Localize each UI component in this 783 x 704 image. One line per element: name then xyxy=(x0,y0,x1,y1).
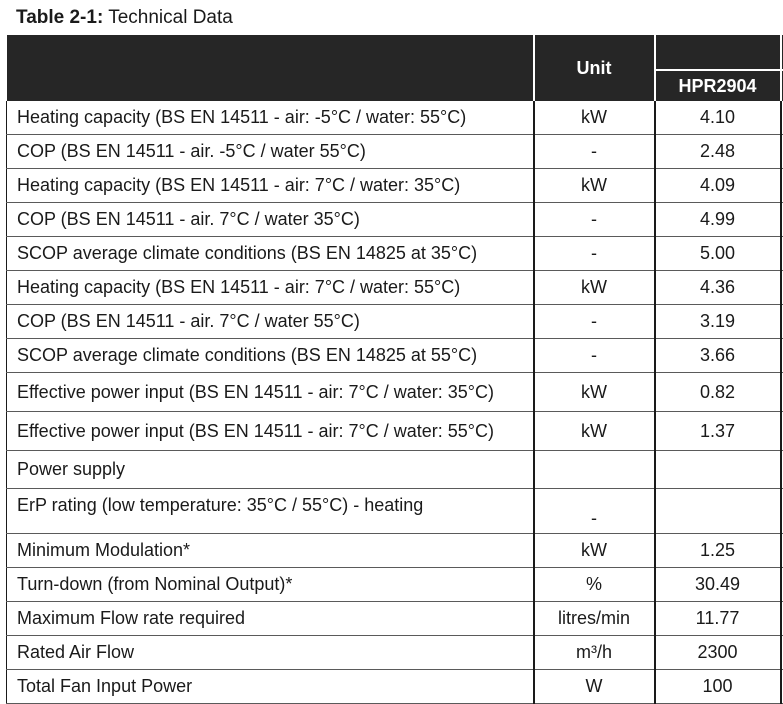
value-cell: 1.37 xyxy=(655,412,781,451)
unit-cell: m³/h xyxy=(534,636,655,670)
parameter-cell: COP (BS EN 14511 - air. 7°C / water 55°C) xyxy=(7,305,534,339)
value-cell: 3.19 xyxy=(655,305,781,339)
unit-cell: kW xyxy=(534,101,655,135)
unit-cell: - xyxy=(534,305,655,339)
parameter-cell: COP (BS EN 14511 - air. -5°C / water 55°C) xyxy=(7,135,534,169)
model-group-header xyxy=(655,35,781,70)
table-title: Technical Data xyxy=(108,7,233,28)
parameter-cell: Heating capacity (BS EN 14511 - air: 7°C / water: 55°C) xyxy=(7,271,534,305)
table-row xyxy=(7,670,783,704)
parameter-cell: Effective power input (BS EN 14511 - air: 7°C / water: 35°C) xyxy=(7,373,534,412)
parameter-cell: Heating capacity (BS EN 14511 - air: -5°C / water: 55°C) xyxy=(7,101,534,135)
unit-cell: - xyxy=(534,237,655,271)
unit-cell: - xyxy=(534,489,655,534)
value-cell: 100 xyxy=(655,670,781,704)
value-cell: 1.25 xyxy=(655,534,781,568)
unit-cell: litres/min xyxy=(534,602,655,636)
parameter-cell: Maximum Flow rate required xyxy=(7,602,534,636)
table-caption xyxy=(16,6,233,30)
table-row xyxy=(7,534,783,568)
parameter-cell: Heating capacity (BS EN 14511 - air: 7°C / water: 35°C) xyxy=(7,169,534,203)
parameter-cell: COP (BS EN 14511 - air. 7°C / water 35°C) xyxy=(7,203,534,237)
parameter-cell: Power supply xyxy=(7,451,534,489)
table-row xyxy=(7,451,783,489)
unit-cell: - xyxy=(534,135,655,169)
parameter-cell: Effective power input (BS EN 14511 - air: 7°C / water: 55°C) xyxy=(7,412,534,451)
unit-cell: kW xyxy=(534,169,655,203)
value-cell xyxy=(655,451,781,489)
value-cell: 4.09 xyxy=(655,169,781,203)
model-header: HPR2904 xyxy=(655,70,781,101)
table-row xyxy=(7,602,783,636)
unit-cell xyxy=(534,451,655,489)
value-cell: 30.49 xyxy=(655,568,781,602)
unit-cell: kW xyxy=(534,412,655,451)
unit-cell: % xyxy=(534,568,655,602)
table-row xyxy=(7,271,783,305)
unit-cell: kW xyxy=(534,534,655,568)
table-row xyxy=(7,636,783,670)
table-row xyxy=(7,135,783,169)
value-cell: 2300 xyxy=(655,636,781,670)
table-row xyxy=(7,568,783,602)
unit-cell: W xyxy=(534,670,655,704)
table-row xyxy=(7,489,783,534)
table-row xyxy=(7,339,783,373)
parameter-cell: SCOP average climate conditions (BS EN 14825 at 55°C) xyxy=(7,339,534,373)
parameter-cell: Total Fan Input Power xyxy=(7,670,534,704)
value-cell xyxy=(655,489,781,534)
value-cell: 3.66 xyxy=(655,339,781,373)
parameter-header xyxy=(7,35,534,101)
unit-cell: kW xyxy=(534,271,655,305)
parameter-cell: Turn-down (from Nominal Output)* xyxy=(7,568,534,602)
value-cell: 2.48 xyxy=(655,135,781,169)
unit-cell: - xyxy=(534,339,655,373)
table-row xyxy=(7,412,783,451)
parameter-cell: Minimum Modulation* xyxy=(7,534,534,568)
parameter-cell: SCOP average climate conditions (BS EN 14825 at 35°C) xyxy=(7,237,534,271)
table-row xyxy=(7,169,783,203)
value-cell: 0.82 xyxy=(655,373,781,412)
parameter-cell: ErP rating (low temperature: 35°C / 55°C) - heating xyxy=(7,489,534,534)
value-cell: 11.77 xyxy=(655,602,781,636)
unit-cell: kW xyxy=(534,373,655,412)
value-cell: 5.00 xyxy=(655,237,781,271)
table-row xyxy=(7,305,783,339)
table-row xyxy=(7,101,783,135)
table-row xyxy=(7,203,783,237)
table-number: Table 2-1: xyxy=(16,7,103,28)
table-row xyxy=(7,373,783,412)
value-cell: 4.10 xyxy=(655,101,781,135)
table-row xyxy=(7,237,783,271)
value-cell: 4.99 xyxy=(655,203,781,237)
unit-cell: - xyxy=(534,203,655,237)
unit-header: Unit xyxy=(534,35,655,101)
parameter-cell: Rated Air Flow xyxy=(7,636,534,670)
technical-data-table xyxy=(6,35,783,704)
value-cell: 4.36 xyxy=(655,271,781,305)
